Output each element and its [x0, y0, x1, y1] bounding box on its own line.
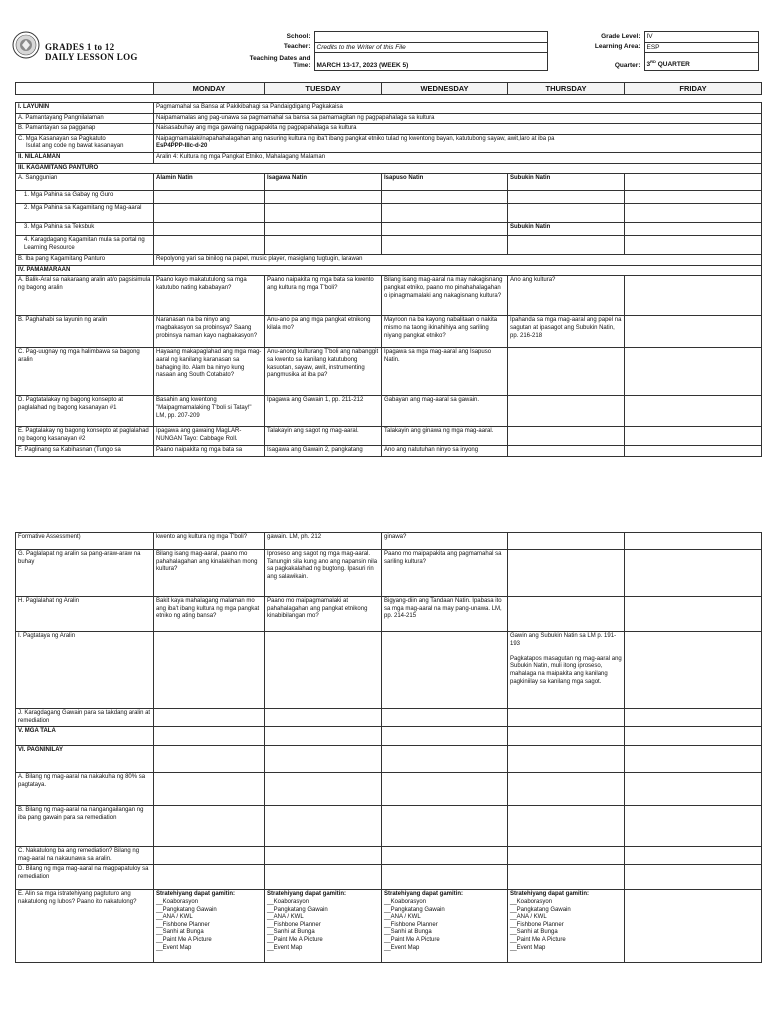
cell [265, 727, 382, 746]
procedure-row-thu [508, 709, 625, 727]
cell [508, 191, 625, 204]
cell [154, 847, 265, 865]
cell [265, 204, 382, 223]
strategy-item: __Event Map [384, 944, 420, 951]
procedure-row-fri [625, 550, 762, 597]
cell [382, 191, 508, 204]
cell [382, 746, 508, 773]
procedure-row-fri [625, 348, 762, 396]
cell [625, 773, 762, 806]
strategy-title: Stratehiyang dapat gamitin: [156, 891, 236, 898]
cell [154, 191, 265, 204]
procedure-row-mon [154, 632, 265, 709]
lesson-log-table-page-2 [15, 532, 762, 963]
quarter-label: Quarter: [547, 53, 644, 71]
procedure-row-thu [508, 597, 625, 632]
procedure-row-fri [625, 316, 762, 348]
reflection-row-label: D. Bilang ng mga mag-aaral na magpapatuloy sa remediation [16, 865, 154, 890]
procedure-row-label: F. Paglinang sa Kabihasnan (Tungo sa [16, 446, 154, 457]
area-label: Learning Area: [547, 42, 644, 53]
procedure-row-wed: Paano mo maipapakita ang pagmamahal sa sariling kultura? [382, 550, 508, 597]
procedure-row-label: Formative Assessment) [16, 533, 154, 550]
layunin-heading: I. LAYUNIN [16, 103, 154, 114]
strategy-item: __Sanhi at Bunga [510, 929, 558, 936]
procedure-row-thu [508, 427, 625, 446]
cell [154, 773, 265, 806]
strategy-cell-mon [154, 890, 265, 963]
strategy-item: __ANA / KWL [156, 914, 193, 921]
procedure-row-wed [382, 632, 508, 709]
procedure-row-label: G. Paglalapat ng aralin sa pang-araw-araw na buhay [16, 550, 154, 597]
procedure-row-tue: gawain. LM, ph. 212 [265, 533, 382, 550]
cell [625, 746, 762, 773]
cell [382, 773, 508, 806]
procedure-row-label: A. Balik-Aral sa nakaraang aralin at/o pagsisimula ng bagong aralin [16, 276, 154, 316]
pamantayang-label: A. Pamantayang Pangnilalaman [16, 113, 154, 124]
iba-pang-kagamitan-label: B. Iba pang Kagamitang Panturo [16, 255, 154, 266]
procedure-row-thu [508, 533, 625, 550]
cell [382, 727, 508, 746]
procedure-row-fri [625, 276, 762, 316]
procedure-row-label: D. Pagtatalakay ng bagong konsepto at paglalahad ng bagong kasanayan #1 [16, 396, 154, 427]
cell [382, 865, 508, 890]
procedure-row-mon: Bakit kaya mahalagang malaman mo ang iba't ibang kultura ng mga pangkat etniko ng ating bansa? [154, 597, 265, 632]
procedure-row-fri [625, 632, 762, 709]
procedure-row-fri [625, 533, 762, 550]
area-value: ESP [644, 42, 758, 53]
layunin-value: Pagmamahal sa Bansa at Pakikibahagi sa Pandaigdigang Pagkakaisa [154, 103, 762, 114]
strategy-item: __Paint Me A Picture [267, 936, 323, 943]
title-line-1: GRADES 1 to 12 [45, 42, 115, 52]
day-header-row [15, 82, 762, 95]
kagamitan-mag-aaral-label: 2. Mga Pahina sa Kagamitang ng Mag-aaral [16, 204, 154, 223]
page-2 [0, 478, 768, 1024]
procedure-row-wed: Ipagawa sa mga mag-aaral ang Isapuso Natin. [382, 348, 508, 396]
procedure-row-tue [265, 709, 382, 727]
cell [265, 773, 382, 806]
cell [625, 806, 762, 847]
kasanayan-code: EsP4PPP-IIIc-d-20 [156, 143, 208, 150]
procedure-row-thu: Gawin ang Subukin Natin sa LM p. 191-193 Pagkatapos masagutan ng mag-aaral ang Subukin Natin, muli itong iproseso, mahalaga na maipakita ang kanilang pagkiniilay sa kanilang mga sagot. [508, 632, 625, 709]
kasanayan-text: Naipagmamalaki/napahahalagahan ang nasuring kultura ng iba't ibang pangkat etniko tulad ng kwentong bayan, katutubong sayaw, awit,laro at iba pa [156, 135, 555, 142]
quarter-sup: RD [650, 59, 656, 65]
deped-seal-icon [12, 31, 40, 59]
cell [625, 847, 762, 865]
school-label: School: [212, 32, 314, 43]
strategy-item: __Koaborasyon [267, 898, 310, 905]
strategy-item: __Fishbone Planner [384, 921, 438, 928]
procedure-row-thu: Ipahanda sa mga mag-aaral ang papel na sagutan at ipasagot ang Subukin Natin, pp. 216-218 [508, 316, 625, 348]
procedure-row-thu [508, 446, 625, 457]
pamantayan-label: B. Pamantayan sa pagganap [16, 124, 154, 135]
kagamitan-heading: III. KAGAMITANG PANTURO [16, 163, 762, 174]
teacher-value: Credits to the Writer of this File [314, 42, 547, 53]
reflection-row-label: B. Bilang ng mag-aaral na nangangailangan ng iba pang gawain para sa remediation [16, 806, 154, 847]
grade-label: Grade Level: [547, 32, 644, 43]
procedure-row-wed: Ano ang natutuhan ninyo sa inyong [382, 446, 508, 457]
procedure-row-tue: Paano mo maipagmamalaki at pahahalagahan ang pangkat etnikong kinabibilangan mo? [265, 597, 382, 632]
strategy-item: __ANA / KWL [510, 914, 547, 921]
day-header-blank [16, 83, 154, 95]
strategy-item: __Pangkatang Gawain [267, 906, 328, 913]
procedure-row-label: E. Pagtalakay ng bagong konsepto at paglalahad ng bagong kasanayan #2 [16, 427, 154, 446]
dates-label [212, 53, 314, 71]
strategy-item: __Paint Me A Picture [510, 936, 566, 943]
cell [154, 727, 265, 746]
title-line-2: DAILY LESSON LOG [45, 52, 138, 62]
cell [625, 865, 762, 890]
procedure-row-mon: kwento ang kultura ng mga T'boli? [154, 533, 265, 550]
kasanayan-value [154, 134, 762, 152]
sanggunian-tue: Isagawa Natin [265, 174, 382, 191]
cell [508, 204, 625, 223]
strategy-item: __ANA / KWL [267, 914, 304, 921]
procedure-row-wed: Talakayin ang ginawa ng mga mag-aaral. [382, 427, 508, 446]
day-tuesday: TUESDAY [265, 83, 382, 95]
procedure-row-tue: Isagawa ang Gawain 2, pangkatang [265, 446, 382, 457]
procedure-row-mon: Paano kayo makatutulong sa mga katutubo nating kababayan? [154, 276, 265, 316]
cell [508, 773, 625, 806]
cell [265, 191, 382, 204]
grade-value: IV [644, 32, 758, 43]
procedure-row-mon: Paano naipakita ng mga bata sa [154, 446, 265, 457]
cell [382, 806, 508, 847]
strategy-title: Stratehiyang dapat gamitin: [267, 891, 347, 898]
cell [625, 236, 762, 255]
cell [382, 847, 508, 865]
sanggunian-label: A. Sanggunian [16, 174, 154, 191]
strategy-title: Stratehiyang dapat gamitin: [384, 891, 464, 898]
strategy-item: __Event Map [267, 944, 303, 951]
procedure-row-fri [625, 709, 762, 727]
procedure-row-label: H. Paglalahat ng Aralin [16, 597, 154, 632]
strategy-item: __Sanhi at Bunga [156, 929, 204, 936]
strategy-item: __Pangkatang Gawain [384, 906, 445, 913]
strategy-item: __Sanhi at Bunga [384, 929, 432, 936]
quarter-rest: QUARTER [655, 61, 690, 69]
cell [508, 746, 625, 773]
strategy-item: __Pangkatang Gawain [510, 906, 571, 913]
strategy-cell-tue [265, 890, 382, 963]
cell [154, 746, 265, 773]
cell [265, 865, 382, 890]
procedure-row-mon: Bilang isang mag-aaral, paano mo pahahalagahan ang kinalakihan mong kultura? [154, 550, 265, 597]
iba-pang-kagamitan-value: Repolyong yari sa binilog na papel, music player, masiglang tugtugin, larawan [154, 255, 762, 266]
day-monday: MONDAY [154, 83, 265, 95]
procedure-row-thu [508, 348, 625, 396]
strategy-item: __Fishbone Planner [267, 921, 321, 928]
cell [625, 223, 762, 236]
procedure-row-tue: Anu-anong kulturang T'boli ang nabanggit sa kwento sa kanilang katutubong kasuotan, sayaw, awit, instrumenting pangmusika at iba pa? [265, 348, 382, 396]
procedure-row-wed: Bilang isang mag-aaral na may nakagisnang pangkat etniko, paano mo pinahahalagahan o ipinagmamalaki ang nakagisnang kultura? [382, 276, 508, 316]
day-friday: FRIDAY [625, 83, 762, 95]
gabay-guro-label: 1. Mga Pahina sa Gabay ng Guro [16, 191, 154, 204]
procedure-row-label: C. Pag-uugnay ng mga halimbawa sa bagong aralin [16, 348, 154, 396]
strategy-item: __Koaborasyon [156, 898, 199, 905]
strategy-cell-fri [625, 890, 762, 963]
cell [265, 806, 382, 847]
reflection-row-label: A. Bilang ng mag-aaral na nakakuha ng 80% sa pagtataya. [16, 773, 154, 806]
teacher-label: Teacher: [212, 42, 314, 53]
procedure-row-wed: Mayroon na ba kayong nabalitaan o nakita mismo na taong ikinahihiya ang sariling niyang pangkat etniko? [382, 316, 508, 348]
dates-label-2: Time: [293, 62, 311, 69]
strategy-cell-thu [508, 890, 625, 963]
pamantayan-value: Naisasabuhay ang mga gawaing nagpapakita ng pagpapahalaga sa kultura [154, 124, 762, 135]
procedure-row-tue: Talakayin ang sagot ng mag-aaral. [265, 427, 382, 446]
strategy-item: __Koaborasyon [510, 898, 553, 905]
strategy-item: __Fishbone Planner [510, 921, 564, 928]
strategy-item: __Event Map [510, 944, 546, 951]
cell [154, 223, 265, 236]
procedure-row-wed [382, 709, 508, 727]
procedure-row-mon: Naranasan na ba ninyo ang magbakasyon sa probinsya? Saang probinsya naman kayo nagbakasyon? [154, 316, 265, 348]
procedure-row-fri [625, 446, 762, 457]
cell [154, 204, 265, 223]
quarter-value [644, 53, 758, 71]
cell [265, 236, 382, 255]
pagninilay-heading: VI. PAGNINILAY [16, 746, 154, 773]
teksbuk-thu: Subukin Natin [508, 223, 625, 236]
procedure-row-fri [625, 597, 762, 632]
reflection-row-label: C. Nakatulong ba ang remediation? Bilang ng mag-aaral na nakaunawa sa aralin. [16, 847, 154, 865]
header-info-table [212, 31, 759, 71]
strategy-item: __Fishbone Planner [156, 921, 210, 928]
procedure-row-wed: ginawa? [382, 533, 508, 550]
strategy-item: __Koaborasyon [384, 898, 427, 905]
procedure-row-tue: Anu-ano pa ang mga pangkat etnikong kilala mo? [265, 316, 382, 348]
procedure-row-tue [265, 632, 382, 709]
page-1 [0, 0, 768, 478]
procedure-row-label: B. Paghahabi sa layunin ng aralin [16, 316, 154, 348]
cell [625, 727, 762, 746]
nilalaman-value: Aralin 4: Kultura ng mga Pangkat Etniko, Mahalagang Malaman [154, 152, 762, 163]
cell [154, 806, 265, 847]
procedure-row-fri [625, 427, 762, 446]
procedure-row-mon [154, 709, 265, 727]
cell [382, 236, 508, 255]
procedure-row-tue: Ipagawa ang Gawain 1, pp. 211-212 [265, 396, 382, 427]
dates-label-1: Teaching Dates and [249, 54, 311, 62]
procedure-row-thu [508, 396, 625, 427]
strategy-item: __Paint Me A Picture [384, 936, 440, 943]
strategy-cell-wed [382, 890, 508, 963]
cell [508, 847, 625, 865]
sanggunian-thu: Subukin Natin [508, 174, 625, 191]
sanggunian-mon: Alamin Natin [154, 174, 265, 191]
procedure-row-thu: Ano ang kultura? [508, 276, 625, 316]
procedure-row-label: I. Pagtataya ng Aralin [16, 632, 154, 709]
procedure-row-mon: Ipagawa ang gawaing MagLAR-NUNGAN Tayo: Cabbage Roll. [154, 427, 265, 446]
cell [625, 204, 762, 223]
kasanayan-label-1: C. Mga Kasanayan sa Pagkatuto [18, 135, 106, 142]
strategy-item: __Sanhi at Bunga [267, 929, 315, 936]
cell [508, 727, 625, 746]
strategy-item: __Pangkatang Gawain [156, 906, 217, 913]
school-value [314, 32, 547, 43]
quarter-num: 3 [646, 61, 651, 69]
procedure-row-tue: Iproseso ang sagot ng mga mag-aaral. Tanungin sila kung ano ang napansin nila sa pagkakalahad ng bugtong. Ipasuri rin ang salawikain. [265, 550, 382, 597]
teksbuk-label: 3. Mga Pahina sa Teksbuk [16, 223, 154, 236]
strategy-item: __Event Map [156, 944, 192, 951]
pamantayang-value: Naipamamalas ang pag-unawa sa pagmamahal sa bansa sa pamamagitan ng pagpapahalaga sa kultura [154, 113, 762, 124]
strategy-title: Stratehiyang dapat gamitin: [510, 891, 590, 898]
lesson-log-table-page-1 [15, 102, 762, 457]
cell [382, 204, 508, 223]
mga-tala-heading: V. MGA TALA [16, 727, 154, 746]
procedure-row-tue: Paano naipakita ng mga bata sa kwento ang kultura ng mga T'boli? [265, 276, 382, 316]
dates-value: MARCH 13-17, 2023 (WEEK 5) [314, 53, 547, 71]
procedure-row-thu [508, 550, 625, 597]
document-title [45, 42, 138, 62]
procedure-row-wed: Gabayan ang mag-aaral sa gawain. [382, 396, 508, 427]
procedure-row-wed: Bigyang-diin ang Tandaan Natin. Ipabasa ito sa mga mag-aaral na may pang-unawa. LM, pp. 214-215 [382, 597, 508, 632]
procedure-row-fri [625, 396, 762, 427]
nilalaman-heading: II. NILALAMAN [16, 152, 154, 163]
cell [265, 223, 382, 236]
reflection-row-label: E. Alin sa mga istratehiyang pagtuturo ang nakatulong ng lubos? Paano ito nakatulong? [16, 890, 154, 963]
day-wednesday: WEDNESDAY [382, 83, 508, 95]
portal-label: 4. Karagdagang Kagamitan mula sa portal ng Learning Resource [16, 236, 154, 255]
cell [508, 236, 625, 255]
cell [265, 746, 382, 773]
day-thursday: THURSDAY [508, 83, 625, 95]
sanggunian-fri [625, 174, 762, 191]
procedure-row-mon: Hayaang makapaglahad ang mga mag-aaral ng kanilang karanasan sa bahaging ito. Alam ba ninyo kung nasaan ang South Cotabato? [154, 348, 265, 396]
cell [625, 191, 762, 204]
cell [508, 806, 625, 847]
kasanayan-label [16, 134, 154, 152]
cell [154, 865, 265, 890]
strategy-item: __Paint Me A Picture [156, 936, 212, 943]
procedure-row-mon: Basahin ang kwentong "Maipagmamalaking T'boli si Tatay!" LM, pp. 207-209 [154, 396, 265, 427]
kasanayan-label-2: Isulat ang code ng bawat kasanayan [26, 143, 124, 150]
cell [265, 847, 382, 865]
cell [382, 223, 508, 236]
pamamaraan-heading: IV. PAMAMARAAN [16, 265, 762, 276]
sanggunian-wed: Isapuso Natin [382, 174, 508, 191]
strategy-item: __ANA / KWL [384, 914, 421, 921]
cell [154, 236, 265, 255]
procedure-row-label: J. Karagdagang Gawain para sa takdang aralin at remediation [16, 709, 154, 727]
cell [508, 865, 625, 890]
